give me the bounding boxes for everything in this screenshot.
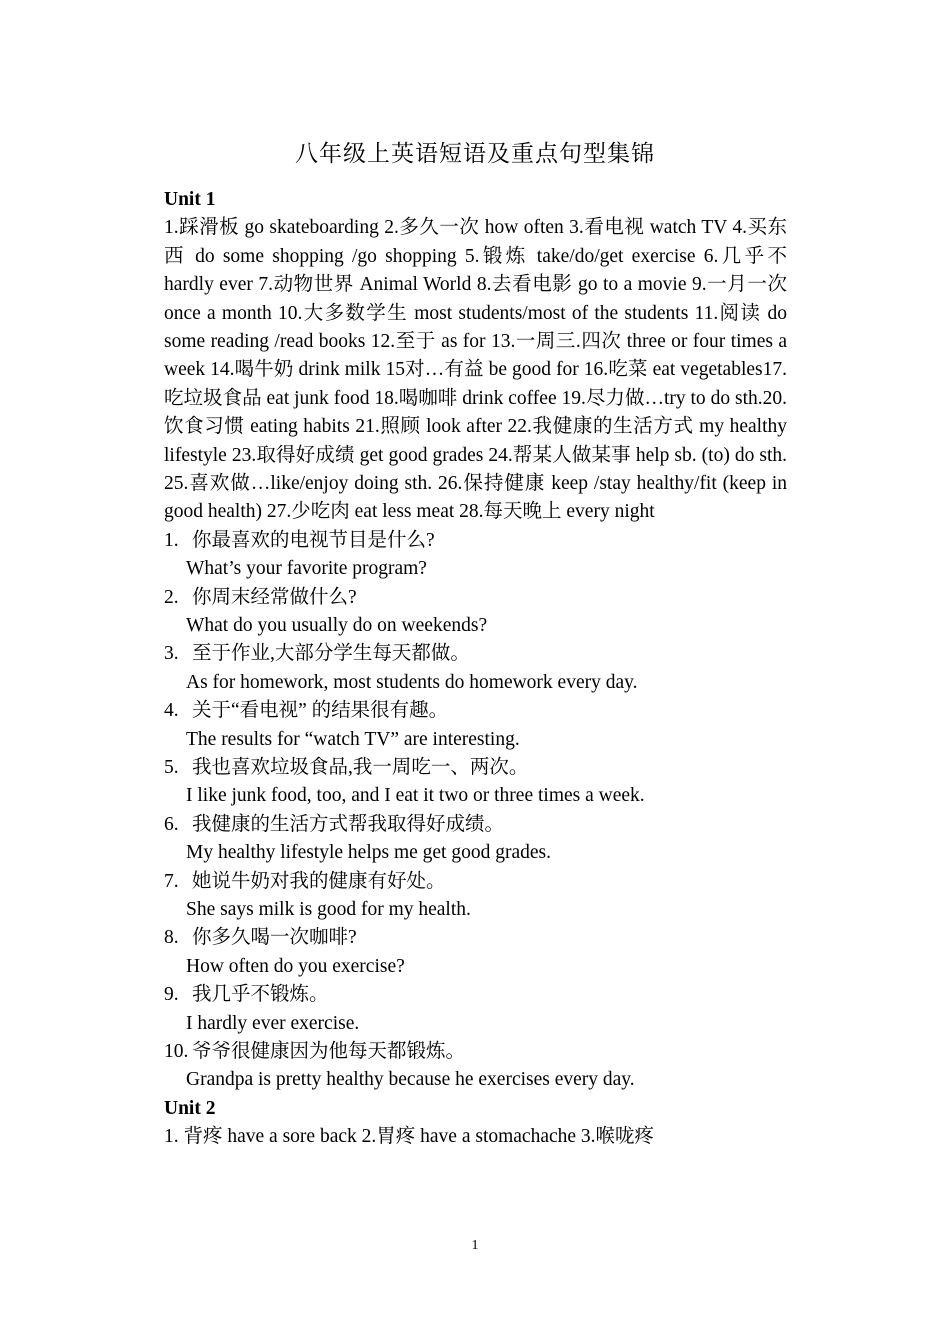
sentence-item: [164, 924, 787, 981]
page-number: 1: [471, 1238, 479, 1253]
sentence-english: My healthy lifestyle helps me get good grades.: [186, 842, 551, 864]
unit2-phrases: 1. 背疼 have a sore back 2.胃疼 have a stomachache 3.喉咙疼: [164, 1126, 655, 1148]
sentence-number: 2.: [164, 586, 179, 608]
sentence-chinese: [164, 697, 787, 725]
sentence-item: [164, 640, 787, 697]
sentence-number: 5.: [164, 756, 179, 778]
sentence-number: 9.: [164, 984, 179, 1006]
sentence-english: I like junk food, too, and I eat it two or three times a week.: [186, 785, 645, 807]
sentence-chinese-text: 至于作业,大部分学生每天都做。: [192, 643, 470, 665]
sentence-item: [164, 527, 787, 584]
sentence-english: What’s your favorite program?: [186, 558, 427, 580]
document-body: [164, 186, 787, 1151]
sentence-chinese-text: 你多久喝一次咖啡?: [192, 927, 357, 949]
sentence-number: 8.: [164, 927, 179, 949]
sentence-chinese: [164, 527, 787, 555]
sentence-english: As for homework, most students do homework every day.: [186, 671, 638, 693]
sentence-chinese-text: 我几乎不锻炼。: [192, 984, 329, 1006]
sentence-chinese: [164, 754, 787, 782]
sentence-chinese: [164, 981, 787, 1009]
sentence-item: [164, 868, 787, 925]
sentence-number: 7.: [164, 870, 179, 892]
sentence-english: How often do you exercise?: [186, 955, 405, 977]
sentence-item: [164, 1038, 787, 1095]
page-title: 八年级上英语短语及重点句型集锦: [295, 141, 655, 166]
sentence-number: 1.: [164, 529, 179, 551]
sentence-item: [164, 981, 787, 1038]
sentence-chinese: [164, 584, 787, 612]
sentence-number: 6.: [164, 813, 179, 835]
unit1-phrases: 1.踩滑板 go skateboarding 2.多久一次 how often 3.看电视 watch TV 4.买东西 do some shopping /go shopping 5.锻炼 take/do/get exercise 6.几乎不 hardly ever 7.动物世界 Animal World 8.去看电影 go to a movie 9.一月一次 once a month 10.大多数学生 most students/most of the students 11.阅读 do some reading /read books 12.至于 as for 13.一周三.四次 three or four times a week 14.喝牛奶 drink milk 15对…有益 be good for 16.吃菜 eat vegetables17.吃垃圾食品 eat junk food 18.喝咖啡 drink coffee 19.尽力做…try to do sth.20.饮食习惯 eating habits 21.照顾 look after 22.我健康的生活方式 my healthy lifestyle 23.取得好成绩 get good grades 24.帮某人做某事 help sb. (to) do sth. 25.喜欢做…like/enjoy doing sth. 26.保持健康 keep /stay healthy/fit (keep in good health) 27.少吃肉 eat less meat 28.每天晚上 every night: [164, 217, 787, 523]
sentence-english: The results for “watch TV” are interesting.: [186, 728, 520, 750]
sentence-number: 4.: [164, 700, 179, 722]
sentence-chinese: [164, 868, 787, 896]
sentence-chinese-text: 我也喜欢垃圾食品,我一周吃一、两次。: [192, 756, 529, 778]
sentence-item: [164, 697, 787, 754]
sentence-chinese-text: 你周末经常做什么?: [192, 586, 357, 608]
sentence-chinese-text: 你最喜欢的电视节目是什么?: [192, 529, 435, 551]
unit1-sentence-list: [164, 527, 787, 1095]
sentence-item: [164, 811, 787, 868]
sentence-english: I hardly ever exercise.: [186, 1012, 360, 1034]
sentence-item: [164, 754, 787, 811]
sentence-chinese-text: 爷爷很健康因为他每天都锻炼。: [192, 1040, 466, 1062]
sentence-chinese-text: 我健康的生活方式帮我取得好成绩。: [192, 813, 505, 835]
unit2-heading: Unit 2: [164, 1097, 216, 1119]
sentence-number: 10.: [164, 1040, 189, 1062]
sentence-item: [164, 584, 787, 641]
sentence-chinese: [164, 640, 787, 668]
sentence-english: Grandpa is pretty healthy because he exercises every day.: [186, 1069, 635, 1091]
sentence-english: She says milk is good for my health.: [186, 898, 471, 920]
sentence-english: What do you usually do on weekends?: [186, 615, 488, 637]
sentence-chinese: [164, 1038, 787, 1066]
sentence-chinese: [164, 811, 787, 839]
unit1-heading: Unit 1: [164, 189, 216, 210]
sentence-chinese-text: 关于“看电视” 的结果很有趣。: [192, 700, 449, 722]
sentence-chinese: [164, 924, 787, 952]
sentence-chinese-text: 她说牛奶对我的健康有好处。: [192, 870, 446, 892]
sentence-number: 3.: [164, 643, 179, 665]
